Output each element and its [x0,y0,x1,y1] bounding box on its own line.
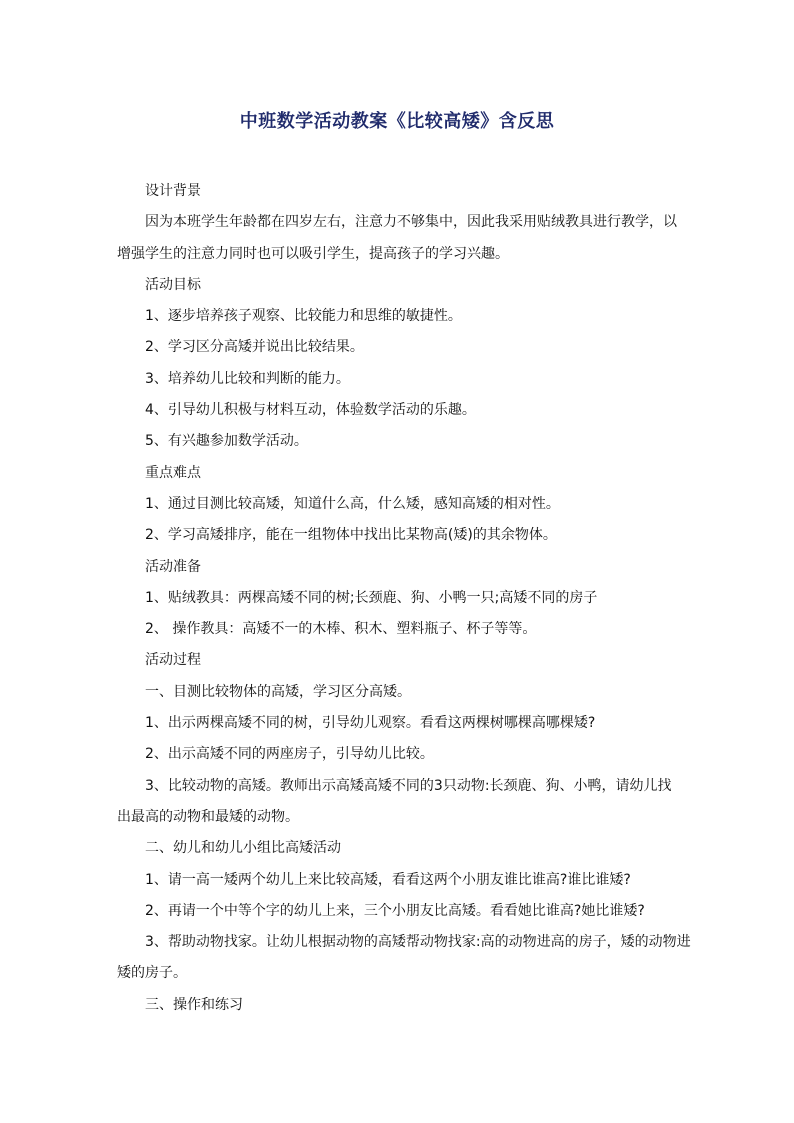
subsection-heading: 三、操作和练习 [145,996,243,1013]
section-heading: 设计背景 [145,183,201,199]
list-item: 1、请一高一矮两个幼儿上来比较高矮，看看这两个小朋友谁比谁高?谁比谁矮? [145,871,631,888]
paragraph-line: 因为本班学生年龄都在四岁左右，注意力不够集中，因此我采用贴绒教具进行教学，以 [145,214,677,231]
list-item: 2、再请一个中等个字的幼儿上来，三个小朋友比高矮。看看她比谁高?她比谁矮? [145,902,645,919]
paragraph-line: 出最高的动物和最矮的动物。 [117,808,299,825]
list-item: 1、通过目测比较高矮，知道什么高，什么矮，感知高矮的相对性。 [145,495,560,512]
list-item: 3、帮助动物找家。让幼儿根据动物的高矮帮动物找家:高的动物进高的房子，矮的动物进 [145,934,691,951]
list-item: 2、 操作教具：高矮不一的木棒、积木、塑料瓶子、杯子等等。 [145,621,537,638]
list-item: 3、比较动物的高矮。教师出示高矮高矮不同的3只动物:长颈鹿、狗、小鸭，请幼儿找 [145,777,672,794]
list-item: 2、出示高矮不同的两座房子，引导幼儿比较。 [145,746,434,763]
document-title: 中班数学活动教案《比较高矮》含反思 [239,111,555,132]
subsection-heading: 二、幼儿和幼儿小组比高矮活动 [145,840,341,857]
section-heading: 重点难点 [145,464,201,481]
section-heading: 活动过程 [145,652,201,669]
list-item: 1、出示两棵高矮不同的树，引导幼儿观察。看看这两棵树哪棵高哪棵矮? [145,715,596,732]
section-heading: 活动准备 [145,558,201,575]
list-item: 3、培养幼儿比较和判断的能力。 [145,370,350,387]
list-item: 2、学习高矮排序，能在一组物体中找出比某物高(矮)的其余物体。 [145,527,557,544]
subsection-heading: 一、目测比较物体的高矮，学习区分高矮。 [145,683,411,700]
paragraph-line: 矮的房子。 [117,965,187,982]
list-item: 2、学习区分高矮并说出比较结果。 [145,339,364,356]
list-item: 4、引导幼儿积极与材料互动，体验数学活动的乐趣。 [145,402,476,419]
document-body [117,176,691,1021]
section-heading: 活动目标 [145,276,201,293]
list-item: 1、贴绒教具：两棵高矮不同的树;长颈鹿、狗、小鸭一只;高矮不同的房子 [145,589,598,606]
list-item: 1、逐步培养孩子观察、比较能力和思维的敏捷性。 [145,308,462,325]
list-item: 5、有兴趣参加数学活动。 [145,433,308,450]
paragraph-line: 增强学生的注意力同时也可以吸引学生，提高孩子的学习兴趣。 [117,245,509,262]
